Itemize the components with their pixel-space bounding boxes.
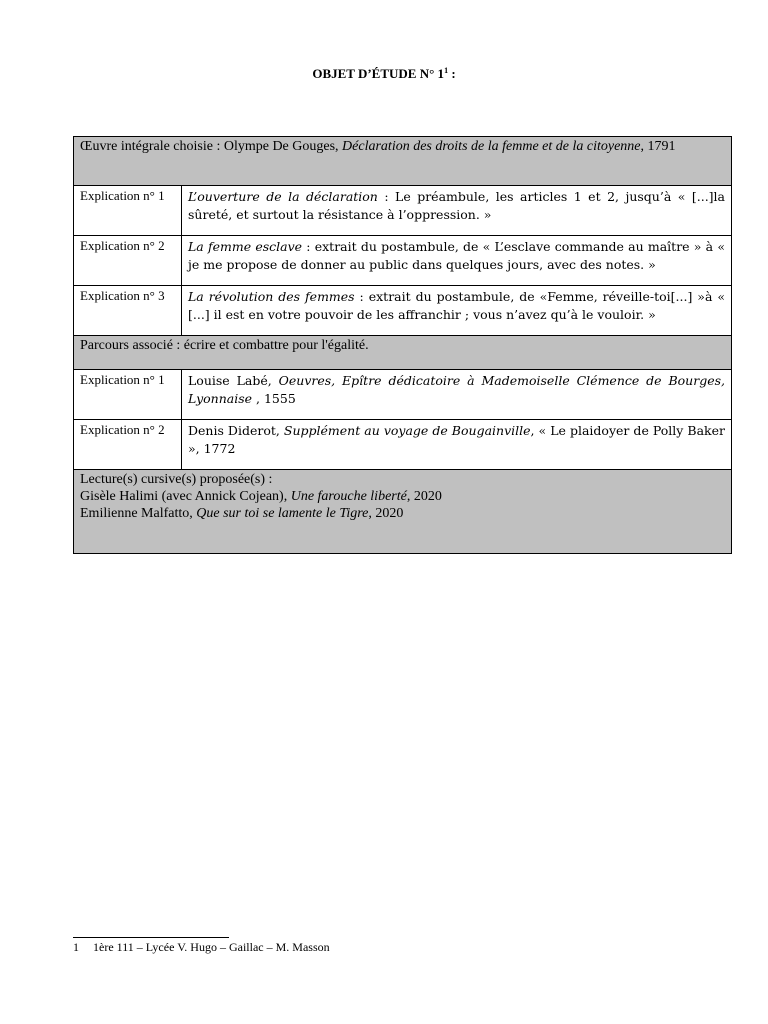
explication-title: La révolution des femmes — [188, 289, 355, 304]
lecture-item — [80, 488, 725, 505]
oeuvre-work: Déclaration des droits de la femme et de la citoyenne — [342, 139, 641, 154]
lecture-suffix: , 2020 — [368, 506, 404, 521]
explication-label: Explication n° 1 — [74, 370, 182, 420]
title-text: OBJET D’ÉTUDE N° 1 — [312, 66, 445, 81]
lectures-row — [74, 470, 732, 554]
oeuvre-row — [74, 137, 732, 186]
explication-title: L’ouverture de la déclaration — [188, 189, 378, 204]
lecture-work: Une farouche liberté — [290, 489, 407, 504]
explication-suffix: , « Le plaidoyer de Polly Baker », 1772 — [188, 423, 725, 456]
parcours-row — [74, 336, 732, 370]
footnote — [73, 940, 330, 955]
lecture-author: Gisèle Halimi (avec Annick Cojean), — [80, 489, 291, 504]
program-table — [73, 136, 732, 554]
explication-author: Louise Labé, — [188, 373, 279, 388]
explication-row — [74, 286, 732, 336]
explication-label: Explication n° 2 — [74, 420, 182, 470]
parcours-cell: Parcours associé : écrire et combattre pour l'égalité. — [74, 336, 732, 370]
parcours-explication-row — [74, 370, 732, 420]
explication-content — [182, 370, 732, 420]
title-suffix: : — [448, 66, 456, 81]
footnote-separator — [73, 937, 229, 938]
oeuvre-cell — [74, 137, 732, 186]
explication-row — [74, 236, 732, 286]
oeuvre-prefix: Œuvre intégrale choisie : Olympe De Gouges, — [80, 139, 343, 154]
lecture-item — [80, 505, 725, 522]
explication-author: Denis Diderot, — [188, 423, 284, 438]
explication-content — [182, 236, 732, 286]
explication-title: La femme esclave — [188, 239, 303, 254]
footnote-number: 1 — [73, 940, 79, 954]
lecture-work: Que sur toi se lamente le Tigre — [196, 506, 369, 521]
explication-content — [182, 286, 732, 336]
oeuvre-suffix: , 1791 — [640, 139, 676, 154]
explication-row — [74, 186, 732, 236]
explication-label: Explication n° 1 — [74, 186, 182, 236]
explication-work: Supplément au voyage de Bougainville — [283, 423, 531, 438]
lecture-author: Emilienne Malfatto, — [80, 506, 197, 521]
footnote-ref: 1 — [444, 66, 449, 75]
lectures-heading: Lecture(s) cursive(s) proposée(s) : — [80, 472, 273, 487]
explication-suffix: , 1555 — [252, 391, 296, 406]
explication-content — [182, 186, 732, 236]
footnote-text: 1ère 111 – Lycée V. Hugo – Gaillac – M. Masson — [93, 940, 330, 954]
page-title — [0, 66, 768, 82]
lecture-suffix: , 2020 — [406, 489, 442, 504]
explication-text: : Le préambule, les articles 1 et 2, jusqu’à « [...]la sûreté, et surtout la résistance à l’oppression. » — [188, 189, 725, 222]
explication-work: Oeuvres, Epître dédicatoire à Mademoiselle Clémence de Bourges, Lyonnaise — [188, 373, 725, 406]
lectures-cell — [74, 470, 732, 554]
parcours-explication-row — [74, 420, 732, 470]
explication-label: Explication n° 3 — [74, 286, 182, 336]
explication-label: Explication n° 2 — [74, 236, 182, 286]
explication-text: : extrait du postambule, de « L’esclave commande au maître » à « je me propose de donner au public dans quelques jours, avec des notes. » — [188, 239, 725, 272]
explication-content — [182, 420, 732, 470]
explication-text: : extrait du postambule, de «Femme, réveille-toi[...] »à « [...] il est en votre pouvoir de les affranchir ; vous n’avez qu’à le vouloir. » — [188, 289, 726, 322]
